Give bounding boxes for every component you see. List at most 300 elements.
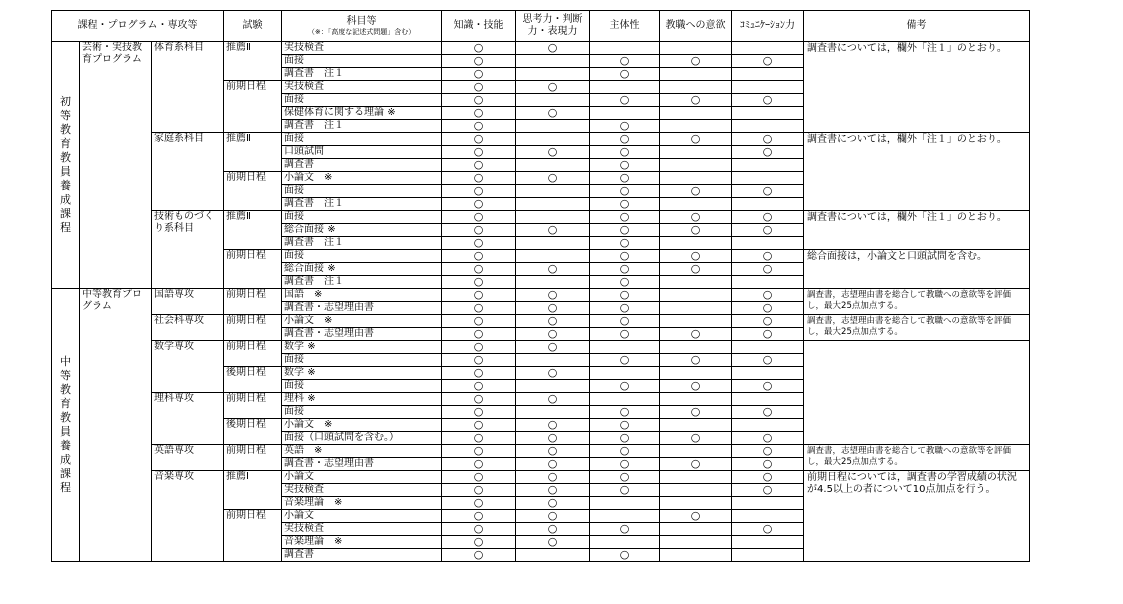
mark-knowledge: ○ <box>442 224 516 237</box>
mark-initiative: ○ <box>590 354 660 367</box>
subject-cell: 調査書 注１ <box>282 68 442 81</box>
table-row <box>52 211 1030 224</box>
mark-communication <box>732 159 804 172</box>
program-cell: 中等教育プログラム <box>80 289 152 562</box>
mark-communication <box>732 172 804 185</box>
subject-cell: 英語 ※ <box>282 445 442 458</box>
mark-initiative <box>590 367 660 380</box>
mark-initiative: ○ <box>590 484 660 497</box>
mark-motivation <box>660 367 732 380</box>
mark-thinking <box>516 159 590 172</box>
remarks-cell: 調査書，志望理由書を総合して教職への意欲等を評価し，最大25点加点する。 <box>804 289 1030 315</box>
mark-motivation: ○ <box>660 133 732 146</box>
mark-initiative: ○ <box>590 94 660 107</box>
remarks-cell: 調査書，志望理由書を総合して教職への意欲等を評価し，最大25点加点する。 <box>804 445 1030 471</box>
subject-cell: 数学 ※ <box>282 367 442 380</box>
mark-knowledge: ○ <box>442 536 516 549</box>
mark-knowledge: ○ <box>442 510 516 523</box>
mark-initiative: ○ <box>590 549 660 562</box>
mark-communication <box>732 68 804 81</box>
mark-communication <box>732 276 804 289</box>
mark-initiative <box>590 510 660 523</box>
mark-communication: ○ <box>732 315 804 328</box>
evaluation-table <box>51 10 1030 562</box>
header-subject <box>282 11 442 42</box>
mark-communication: ○ <box>732 380 804 393</box>
mark-thinking: ○ <box>516 471 590 484</box>
mark-initiative: ○ <box>590 315 660 328</box>
mark-communication <box>732 536 804 549</box>
remarks-cell: 前期日程については，調査書の学習成績の状況が4.5以上の者について10点加点を行う。 <box>804 471 1030 562</box>
subject-cell: 口頭試問 <box>282 146 442 159</box>
mark-knowledge: ○ <box>442 185 516 198</box>
mark-motivation <box>660 315 732 328</box>
subject-cell: 面接（口頭試問を含む。） <box>282 432 442 445</box>
subject-cell: 実技検査 <box>282 81 442 94</box>
mark-thinking <box>516 120 590 133</box>
course-label: 中等教育教員養成課程 <box>60 355 71 494</box>
mark-communication <box>732 367 804 380</box>
mark-knowledge: ○ <box>442 445 516 458</box>
mark-motivation <box>660 523 732 536</box>
mark-initiative <box>590 341 660 354</box>
header-knowledge: 知識・技能 <box>442 11 516 42</box>
mark-knowledge: ○ <box>442 328 516 341</box>
subject-cell: 調査書・志望理由書 <box>282 302 442 315</box>
mark-motivation <box>660 302 732 315</box>
mark-communication: ○ <box>732 354 804 367</box>
mark-motivation <box>660 68 732 81</box>
admission-evaluation-sheet <box>51 10 1030 562</box>
mark-thinking: ○ <box>516 42 590 55</box>
header-motivation: 教職への意欲 <box>660 11 732 42</box>
mark-communication <box>732 107 804 120</box>
exam-cell: 前期日程 <box>224 172 282 211</box>
mark-motivation: ○ <box>660 432 732 445</box>
mark-initiative: ○ <box>590 224 660 237</box>
course-cell <box>52 42 80 289</box>
mark-motivation <box>660 549 732 562</box>
mark-communication: ○ <box>732 406 804 419</box>
exam-cell: 推薦Ⅱ <box>224 211 282 250</box>
remarks-cell: 調査書，志望理由書を総合して教職への意欲等を評価し，最大25点加点する。 <box>804 315 1030 341</box>
remarks-cell: 調査書については，欄外「注１」のとおり。 <box>804 42 1030 133</box>
specialty-cell: 音楽専攻 <box>152 471 224 562</box>
specialty-cell: 技術ものづくり系科目 <box>152 211 224 289</box>
mark-motivation: ○ <box>660 224 732 237</box>
mark-thinking: ○ <box>516 458 590 471</box>
mark-motivation <box>660 120 732 133</box>
mark-knowledge: ○ <box>442 367 516 380</box>
table-row <box>52 133 1030 146</box>
mark-motivation <box>660 497 732 510</box>
mark-initiative <box>590 42 660 55</box>
subject-cell: 総合面接 ※ <box>282 224 442 237</box>
mark-motivation <box>660 107 732 120</box>
mark-thinking: ○ <box>516 523 590 536</box>
mark-initiative: ○ <box>590 198 660 211</box>
mark-communication: ○ <box>732 458 804 471</box>
exam-cell: 推薦Ⅱ <box>224 42 282 81</box>
subject-cell: 小論文 ※ <box>282 315 442 328</box>
mark-motivation <box>660 445 732 458</box>
header-subject-note: （※：「高度な記述式問題」含む） <box>307 27 416 36</box>
mark-thinking <box>516 549 590 562</box>
mark-initiative <box>590 497 660 510</box>
mark-thinking: ○ <box>516 536 590 549</box>
mark-communication: ○ <box>732 185 804 198</box>
subject-cell: 調査書 注１ <box>282 237 442 250</box>
remarks-cell: 調査書については，欄外「注１」のとおり。 <box>804 133 1030 211</box>
mark-motivation <box>660 276 732 289</box>
mark-knowledge: ○ <box>442 432 516 445</box>
mark-thinking <box>516 354 590 367</box>
mark-knowledge: ○ <box>442 302 516 315</box>
mark-motivation: ○ <box>660 94 732 107</box>
mark-initiative: ○ <box>590 276 660 289</box>
mark-initiative: ○ <box>590 263 660 276</box>
mark-motivation: ○ <box>660 406 732 419</box>
mark-communication: ○ <box>732 445 804 458</box>
header-row <box>52 11 1030 42</box>
specialty-cell: 体育系科目 <box>152 42 224 133</box>
mark-initiative <box>590 393 660 406</box>
mark-communication: ○ <box>732 471 804 484</box>
subject-cell: 面接 <box>282 250 442 263</box>
mark-motivation: ○ <box>660 458 732 471</box>
mark-motivation <box>660 172 732 185</box>
mark-knowledge: ○ <box>442 211 516 224</box>
mark-motivation <box>660 237 732 250</box>
table-row <box>52 341 1030 354</box>
table-row <box>52 289 1030 302</box>
mark-thinking: ○ <box>516 510 590 523</box>
mark-motivation: ○ <box>660 263 732 276</box>
mark-knowledge: ○ <box>442 68 516 81</box>
table-row <box>52 471 1030 484</box>
mark-thinking <box>516 133 590 146</box>
table-row <box>52 42 1030 55</box>
mark-thinking: ○ <box>516 328 590 341</box>
header-initiative: 主体性 <box>590 11 660 42</box>
mark-motivation: ○ <box>660 328 732 341</box>
mark-initiative: ○ <box>590 55 660 68</box>
mark-communication <box>732 419 804 432</box>
mark-initiative: ○ <box>590 289 660 302</box>
exam-cell: 後期日程 <box>224 419 282 445</box>
mark-knowledge: ○ <box>442 250 516 263</box>
mark-thinking: ○ <box>516 341 590 354</box>
exam-cell: 前期日程 <box>224 341 282 367</box>
subject-cell: 調査書・志望理由書 <box>282 458 442 471</box>
exam-cell: 前期日程 <box>224 315 282 341</box>
mark-initiative: ○ <box>590 159 660 172</box>
mark-communication: ○ <box>732 302 804 315</box>
mark-knowledge: ○ <box>442 159 516 172</box>
specialty-cell: 理科専攻 <box>152 393 224 445</box>
mark-knowledge: ○ <box>442 341 516 354</box>
subject-cell: 面接 <box>282 185 442 198</box>
mark-knowledge: ○ <box>442 120 516 133</box>
mark-initiative: ○ <box>590 185 660 198</box>
mark-thinking <box>516 250 590 263</box>
mark-motivation <box>660 393 732 406</box>
header-course: 課程・プログラム・専攻等 <box>52 11 224 42</box>
mark-knowledge: ○ <box>442 406 516 419</box>
specialty-cell: 社会科専攻 <box>152 315 224 341</box>
mark-initiative: ○ <box>590 328 660 341</box>
specialty-cell: 数学専攻 <box>152 341 224 393</box>
mark-motivation <box>660 536 732 549</box>
mark-initiative: ○ <box>590 146 660 159</box>
mark-initiative: ○ <box>590 445 660 458</box>
exam-cell: 後期日程 <box>224 367 282 393</box>
mark-thinking: ○ <box>516 367 590 380</box>
mark-motivation: ○ <box>660 354 732 367</box>
mark-communication: ○ <box>732 523 804 536</box>
mark-communication: ○ <box>732 55 804 68</box>
mark-thinking: ○ <box>516 107 590 120</box>
header-subject-label: 科目等 <box>346 15 377 27</box>
subject-cell: 小論文 <box>282 510 442 523</box>
remarks-cell: 総合面接は，小論文と口頭試問を含む。 <box>804 250 1030 289</box>
mark-knowledge: ○ <box>442 380 516 393</box>
table-body <box>52 42 1030 562</box>
mark-thinking <box>516 406 590 419</box>
mark-motivation <box>660 81 732 94</box>
mark-initiative: ○ <box>590 471 660 484</box>
mark-thinking <box>516 68 590 81</box>
subject-cell: 面接 <box>282 354 442 367</box>
subject-cell: 調査書 注１ <box>282 276 442 289</box>
mark-thinking <box>516 55 590 68</box>
mark-thinking: ○ <box>516 497 590 510</box>
mark-initiative: ○ <box>590 68 660 81</box>
exam-cell: 前期日程 <box>224 510 282 562</box>
mark-communication: ○ <box>732 328 804 341</box>
mark-motivation <box>660 198 732 211</box>
mark-motivation <box>660 419 732 432</box>
subject-cell: 実技検査 <box>282 42 442 55</box>
specialty-cell: 家庭系科目 <box>152 133 224 211</box>
mark-motivation: ○ <box>660 55 732 68</box>
mark-initiative: ○ <box>590 380 660 393</box>
subject-cell: 総合面接 ※ <box>282 263 442 276</box>
mark-initiative: ○ <box>590 406 660 419</box>
mark-knowledge: ○ <box>442 237 516 250</box>
subject-cell: 面接 <box>282 94 442 107</box>
mark-knowledge: ○ <box>442 484 516 497</box>
mark-thinking: ○ <box>516 224 590 237</box>
mark-motivation <box>660 42 732 55</box>
table-row <box>52 315 1030 328</box>
mark-communication: ○ <box>732 211 804 224</box>
exam-cell: 推薦Ⅱ <box>224 133 282 172</box>
mark-knowledge: ○ <box>442 523 516 536</box>
subject-cell: 面接 <box>282 211 442 224</box>
mark-thinking: ○ <box>516 484 590 497</box>
mark-thinking: ○ <box>516 315 590 328</box>
mark-communication <box>732 510 804 523</box>
mark-knowledge: ○ <box>442 549 516 562</box>
subject-cell: 音楽理論 ※ <box>282 497 442 510</box>
subject-cell: 調査書 注１ <box>282 120 442 133</box>
mark-communication <box>732 237 804 250</box>
subject-cell: 国語 ※ <box>282 289 442 302</box>
remarks-cell <box>804 341 1030 445</box>
mark-thinking <box>516 276 590 289</box>
mark-thinking: ○ <box>516 419 590 432</box>
mark-thinking <box>516 237 590 250</box>
subject-cell: 音楽理論 ※ <box>282 536 442 549</box>
mark-communication <box>732 42 804 55</box>
mark-knowledge: ○ <box>442 198 516 211</box>
mark-thinking: ○ <box>516 263 590 276</box>
mark-initiative: ○ <box>590 250 660 263</box>
mark-thinking: ○ <box>516 432 590 445</box>
subject-cell: 実技検査 <box>282 523 442 536</box>
exam-cell: 前期日程 <box>224 289 282 315</box>
mark-thinking <box>516 94 590 107</box>
subject-cell: 理科 ※ <box>282 393 442 406</box>
subject-cell: 面接 <box>282 55 442 68</box>
course-cell <box>52 289 80 562</box>
mark-motivation: ○ <box>660 185 732 198</box>
mark-thinking: ○ <box>516 146 590 159</box>
mark-knowledge: ○ <box>442 55 516 68</box>
mark-knowledge: ○ <box>442 133 516 146</box>
mark-knowledge: ○ <box>442 471 516 484</box>
mark-thinking: ○ <box>516 81 590 94</box>
mark-motivation: ○ <box>660 250 732 263</box>
mark-thinking: ○ <box>516 445 590 458</box>
mark-initiative <box>590 81 660 94</box>
header-communication: ｺﾐｭﾆｹｰｼｮﾝ力 <box>732 11 804 42</box>
mark-motivation <box>660 471 732 484</box>
mark-communication <box>732 497 804 510</box>
mark-communication: ○ <box>732 432 804 445</box>
mark-communication: ○ <box>732 263 804 276</box>
exam-cell: 推薦Ⅰ <box>224 471 282 510</box>
exam-cell: 前期日程 <box>224 250 282 289</box>
mark-thinking <box>516 211 590 224</box>
subject-cell: 小論文 ※ <box>282 419 442 432</box>
mark-communication: ○ <box>732 484 804 497</box>
mark-knowledge: ○ <box>442 315 516 328</box>
mark-motivation: ○ <box>660 380 732 393</box>
subject-cell: 調査書・志望理由書 <box>282 328 442 341</box>
mark-initiative: ○ <box>590 211 660 224</box>
mark-motivation: ○ <box>660 510 732 523</box>
mark-thinking: ○ <box>516 393 590 406</box>
header-exam: 試験 <box>224 11 282 42</box>
mark-communication <box>732 198 804 211</box>
exam-cell: 前期日程 <box>224 393 282 419</box>
specialty-cell: 国語専攻 <box>152 289 224 315</box>
subject-cell: 実技検査 <box>282 484 442 497</box>
mark-knowledge: ○ <box>442 146 516 159</box>
mark-communication: ○ <box>732 289 804 302</box>
mark-initiative: ○ <box>590 458 660 471</box>
subject-cell: 保健体育に関する理論 ※ <box>282 107 442 120</box>
header-thinking: 思考力・判断力・表現力 <box>516 11 590 42</box>
course-label: 初等教育教員養成課程 <box>60 95 71 234</box>
mark-knowledge: ○ <box>442 458 516 471</box>
subject-cell: 面接 <box>282 133 442 146</box>
subject-cell: 小論文 <box>282 471 442 484</box>
mark-motivation <box>660 159 732 172</box>
mark-thinking: ○ <box>516 289 590 302</box>
mark-communication <box>732 81 804 94</box>
mark-initiative: ○ <box>590 120 660 133</box>
subject-cell: 調査書 <box>282 549 442 562</box>
mark-motivation: ○ <box>660 211 732 224</box>
mark-motivation <box>660 484 732 497</box>
mark-knowledge: ○ <box>442 81 516 94</box>
subject-cell: 面接 <box>282 380 442 393</box>
specialty-cell: 英語専攻 <box>152 445 224 471</box>
mark-initiative: ○ <box>590 523 660 536</box>
mark-initiative <box>590 107 660 120</box>
subject-cell: 面接 <box>282 406 442 419</box>
mark-initiative: ○ <box>590 302 660 315</box>
mark-initiative: ○ <box>590 133 660 146</box>
mark-knowledge: ○ <box>442 172 516 185</box>
mark-communication: ○ <box>732 224 804 237</box>
mark-communication <box>732 120 804 133</box>
mark-initiative: ○ <box>590 237 660 250</box>
subject-cell: 調査書 <box>282 159 442 172</box>
subject-cell: 数学 ※ <box>282 341 442 354</box>
mark-knowledge: ○ <box>442 419 516 432</box>
mark-knowledge: ○ <box>442 393 516 406</box>
remarks-cell: 調査書については，欄外「注１」のとおり。 <box>804 211 1030 250</box>
mark-knowledge: ○ <box>442 94 516 107</box>
mark-knowledge: ○ <box>442 42 516 55</box>
mark-initiative <box>590 536 660 549</box>
mark-motivation <box>660 146 732 159</box>
exam-cell: 前期日程 <box>224 445 282 471</box>
mark-knowledge: ○ <box>442 263 516 276</box>
mark-knowledge: ○ <box>442 276 516 289</box>
mark-motivation <box>660 289 732 302</box>
mark-initiative: ○ <box>590 432 660 445</box>
mark-communication <box>732 341 804 354</box>
subject-cell: 調査書 注１ <box>282 198 442 211</box>
mark-thinking <box>516 380 590 393</box>
mark-communication: ○ <box>732 133 804 146</box>
mark-knowledge: ○ <box>442 354 516 367</box>
mark-thinking: ○ <box>516 302 590 315</box>
mark-knowledge: ○ <box>442 289 516 302</box>
program-cell: 芸術・実技教育プログラム <box>80 42 152 289</box>
mark-communication <box>732 549 804 562</box>
table-row <box>52 445 1030 458</box>
exam-cell: 前期日程 <box>224 81 282 133</box>
mark-communication <box>732 393 804 406</box>
mark-motivation <box>660 341 732 354</box>
mark-initiative: ○ <box>590 172 660 185</box>
mark-communication: ○ <box>732 250 804 263</box>
header-remarks: 備考 <box>804 11 1030 42</box>
mark-communication: ○ <box>732 146 804 159</box>
subject-cell: 小論文 ※ <box>282 172 442 185</box>
mark-knowledge: ○ <box>442 497 516 510</box>
mark-thinking: ○ <box>516 172 590 185</box>
mark-initiative: ○ <box>590 419 660 432</box>
mark-knowledge: ○ <box>442 107 516 120</box>
mark-thinking <box>516 185 590 198</box>
